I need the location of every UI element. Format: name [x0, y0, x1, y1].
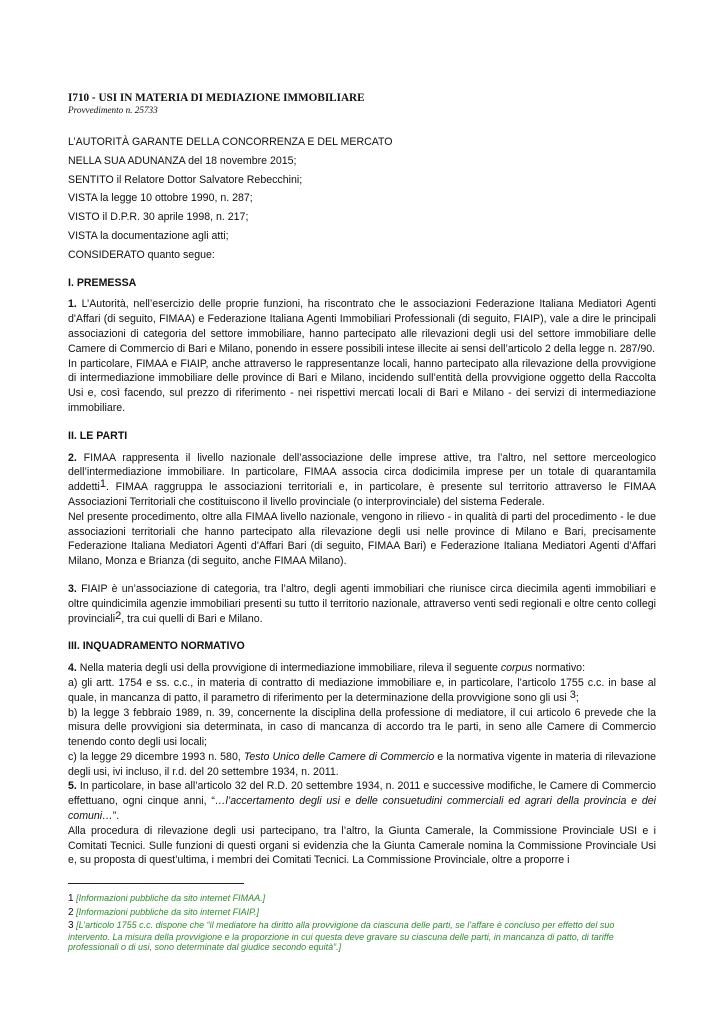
paragraph-number: 2.	[68, 451, 77, 464]
footnote-ref[interactable]: 3	[569, 688, 576, 701]
paragraph-number: 4.	[68, 662, 77, 675]
document-subtitle: Provvedimento n. 25733	[68, 105, 158, 115]
paragraph-1-continued: In particolare, FIMAA e FIAIP, anche attraverso le rappresentanze locali, hanno partecipato alla rilevazione della provvigione di intermediazione immobiliare delle province di Bari e Milano, incidendo sull’entità della provvigione oggetto della Raccolta Usi e, così facendo, sul prezzo di riferimento - nei rispettivi mercati locali di Bari e Milano - dei servizi di intermediazione immobiliare.	[68, 357, 656, 414]
paragraph-1	[68, 297, 656, 356]
list-item-b: b) la legge 3 febbraio 1989, n. 39, concernente la disciplina della professione di mediatore, il cui articolo 6 prevede che la misura delle provvigioni sia determinata, in caso di mancanza di accordo tra le parti, in seno alle Camere di Commercio tenendo conto degli usi locali;	[68, 706, 656, 749]
footnote-number: 3	[68, 920, 74, 932]
preamble-line: L’AUTORITÀ GARANTE DELLA CONCORRENZA E DEL MERCATO	[68, 136, 393, 148]
footnote-divider	[68, 883, 244, 884]
paragraph-3	[68, 582, 656, 626]
paragraph-number: 5.	[68, 780, 77, 793]
preamble-line: CONSIDERATO quanto segue:	[68, 248, 215, 261]
paragraph-number: 3.	[68, 582, 77, 595]
footnote-text: [Informazioni pubbliche da sito internet FIAIP.]	[76, 906, 260, 917]
footnote-number: 1	[68, 893, 74, 904]
footnote-text: [Informazioni pubbliche da sito internet FIMAA.]	[76, 893, 266, 903]
paragraph-text: normativo:	[532, 662, 586, 675]
preamble-line: NELLA SUA ADUNANZA del 18 novembre 2015;	[68, 154, 297, 167]
paragraph-text: FIAIP è un’associazione di categoria, tra l’altro, degli agenti immobiliari che riunisce circa diecimila agenti immobiliari e oltre quindicimila agenzie immobiliari presenti su tutto il territorio nazionale, attraverso venti sedi regionali e oltre cento collegi provinciali	[68, 582, 656, 625]
footnote-item	[68, 907, 656, 919]
footnote-item	[68, 893, 656, 905]
paragraph-5-continued: Alla procedura di rilevazione degli usi partecipano, tra l’altro, la Giunta Camerale, la Commissione Provinciale USI e i Comitati Tecnici. Sulle funzioni di questi organi si evidenzia che la Giunta Camerale nomina la Commissione Provinciale Usi e, su proposta di quest’ultima, i membri dei Comitati Tecnici. La Commissione Provinciale, oltre a proporre i	[68, 824, 656, 867]
paragraph-italic: corpus	[500, 662, 533, 675]
preamble-line: VISTA la documentazione agli atti;	[68, 229, 229, 242]
preamble-line: SENTITO il Relatore Dottor Salvatore Rebecchini;	[68, 173, 303, 186]
section-heading-parti: II. LE PARTI	[68, 429, 128, 442]
preamble-line: VISTO il D.P.R. 30 aprile 1998, n. 217;	[68, 211, 249, 224]
list-item-italic: Testo Unico delle Camere di Commercio	[243, 750, 435, 763]
paragraph-5	[68, 779, 656, 823]
paragraph-text: , tra cui quelli di Bari e Milano.	[121, 612, 263, 625]
paragraph-text: . FIMAA raggruppa le associazioni territoriali e, in particolare, è presente sul territorio attraverso le FIMAA Associazioni Territoriali che costituiscono il livello provinciale (o interprovinciale) del sistema Federale.	[68, 481, 656, 508]
preamble-line: VISTA la legge 10 ottobre 1990, n. 287;	[68, 192, 253, 205]
footnote-ref[interactable]: 2	[115, 609, 122, 622]
paragraph-text: ”.	[112, 810, 120, 823]
document-page	[68, 92, 656, 868]
list-item-text: c) la legge 29 dicembre 1993 n. 580,	[68, 750, 244, 763]
list-item-a	[68, 676, 656, 706]
footnote-ref[interactable]: 1	[99, 478, 106, 491]
footnotes	[68, 893, 656, 955]
spacer	[68, 569, 656, 582]
section-heading-premessa: I. PREMESSA	[68, 276, 137, 289]
section-heading-inquadramento: III. INQUADRAMENTO NORMATIVO	[68, 640, 245, 653]
footnote-number: 2	[68, 906, 74, 918]
paragraph-text: FIMAA rappresenta il livello nazionale dell’associazione delle imprese attive, tra l’altro, nel settore merceologico dell’intermediazione immobiliare. In particolare, FIMAA associa circa dodicimila imprese per un totale di quarantamila addetti	[68, 451, 656, 494]
list-item-text: a) gli artt. 1754 e ss. c.c., in materia di contratto di mediazione immobiliare e, in particolare, l’articolo 1755 c.c. in base al quale, in mancanza di patto, il parametro di riferimento per la determinazione della provvigione sono gli usi	[68, 676, 656, 704]
paragraph-text: Nella materia degli usi della provvigione di intermediazione immobiliare, rileva il seguente	[76, 662, 501, 675]
paragraph-text: In particolare, in base all’articolo 32 del R.D. 20 settembre 1934, n. 2011 e successive modifiche, le Camere di Commercio effettuano, ogni cinque anni, “	[68, 780, 656, 808]
paragraph-text: L’Autorità, nell’esercizio delle proprie funzioni, ha riscontrato che le associazioni Federazione Italiana Mediatori Agenti d'Affari (di seguito, FIMAA) e Federazione Italiana Agenti Immobiliari Professionali (di seguito, FIAIP), vale a dire le principali associazioni di categoria del settore immobiliare, hanno partecipato alle rilevazioni degli usi del settore immobiliare delle Camere di Commercio di Bari e Milano, ponendo in essere possibili intese illecite ai sensi dell’articolo 2 della legge n. 287/90.	[68, 298, 656, 355]
paragraph-italic: …l’accertamento degli usi e delle consuetudini commerciali ed agrari della provincia e dei comuni…	[68, 795, 657, 823]
list-item-text: e la normativa vigente in materia di rilevazione degli usi, ivi incluso, il r.d. del 20 settembre 1934, n. 2011.	[68, 750, 656, 778]
paragraph-2-continued: Nel presente procedimento, oltre alla FIMAA livello nazionale, vengono in rilievo - in qualità di parti del procedimento - le due associazioni territoriali che hanno partecipato alla rilevazione degli usi nelle province di Milano e Bari, precisamente Federazione Italiana Mediatori Agenti d'Affari Bari (di seguito, FIMAA Bari) e Federazione Italiana Mediatori Agenti d'Affari Milano, Monza e Brianza (di seguito, anche FIMAA Milano).	[68, 510, 656, 568]
footnote-text: [L’articolo 1755 c.c. dispone che “il mediatore ha diritto alla provvigione da ciascuna delle parti, se l’affare è concluso per effetto del suo intervento. La misura della provvigione e la proporzione in cui questa deve gravare su ciascuna delle parti, in mancanza di patto, di tariffe professionali o di usi, sono determinate dal giudice secondo equità”.]	[68, 920, 615, 953]
paragraph-number: 1.	[68, 298, 77, 311]
footnote-item	[68, 920, 656, 953]
document-title: I710 - USI IN MATERIA DI MEDIAZIONE IMMOBILIARE	[68, 92, 365, 104]
preamble	[68, 135, 656, 263]
list-item-text: ;	[575, 691, 579, 704]
paragraph-2	[68, 451, 656, 510]
paragraph-4	[68, 661, 656, 676]
list-item-c	[68, 750, 656, 780]
